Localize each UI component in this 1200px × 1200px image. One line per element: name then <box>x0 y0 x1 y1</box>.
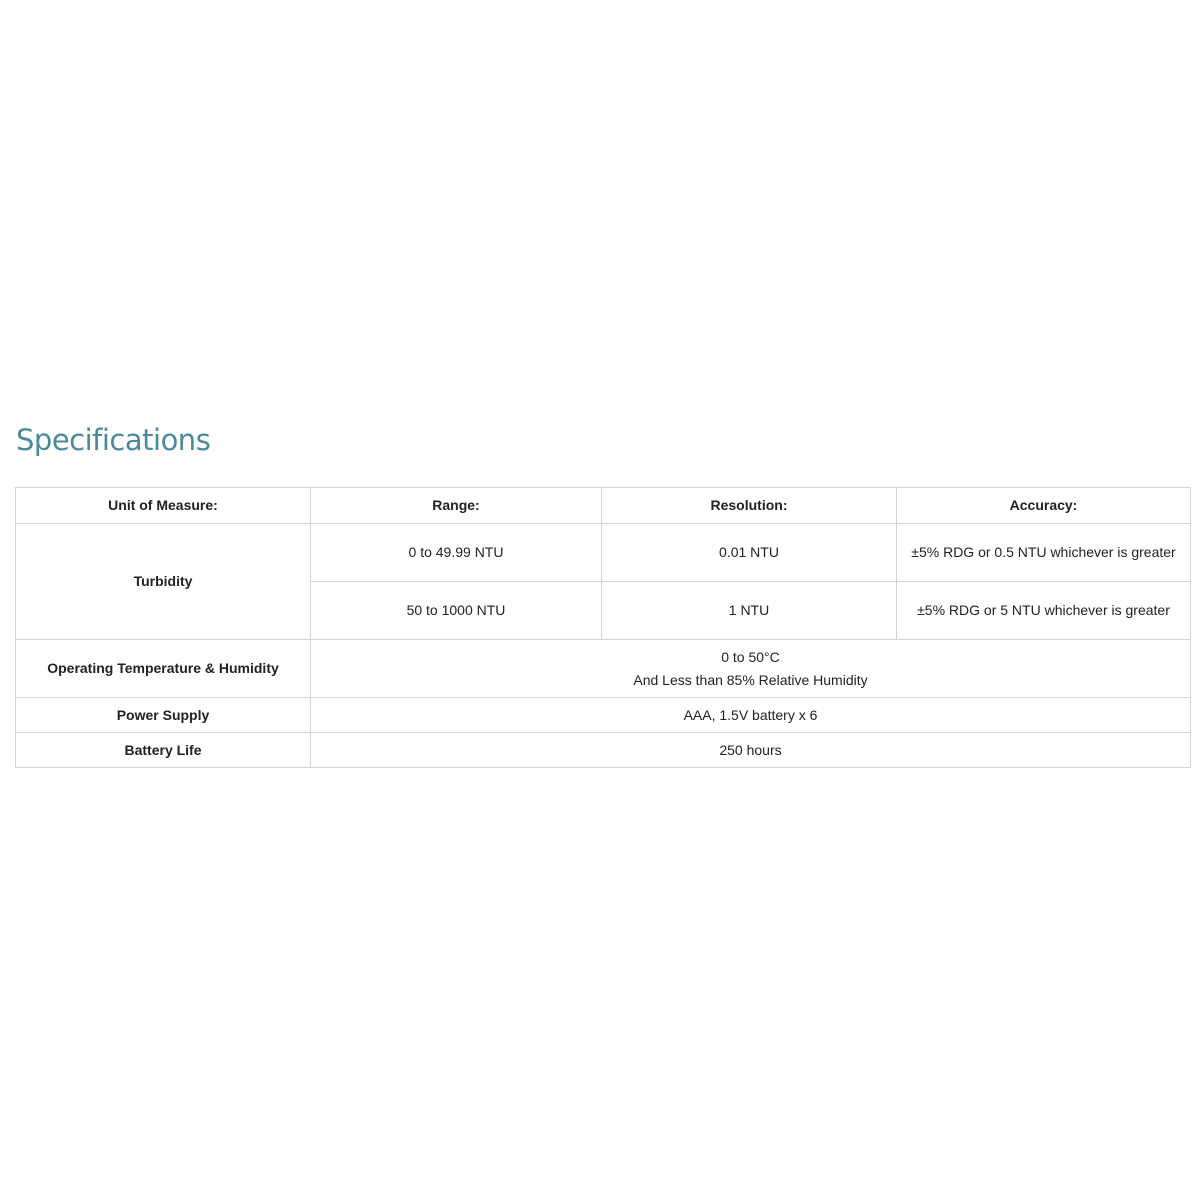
header-unit-of-measure: Unit of Measure: <box>16 488 311 524</box>
table-header-row <box>16 488 1191 524</box>
header-resolution: Resolution: <box>602 488 897 524</box>
turbidity-resolution-cell: 0.01 NTU <box>602 524 897 582</box>
battery-life-value: 250 hours <box>311 733 1191 768</box>
table-row <box>16 640 1191 698</box>
section-title: Specifications <box>16 423 211 457</box>
table-row <box>16 733 1191 768</box>
turbidity-resolution-cell: 1 NTU <box>602 582 897 640</box>
operating-humidity-text: And Less than 85% Relative Humidity <box>633 671 868 688</box>
power-supply-value: AAA, 1.5V battery x 6 <box>311 698 1191 733</box>
turbidity-range-cell: 50 to 1000 NTU <box>311 582 602 640</box>
specifications-table <box>15 487 1191 768</box>
turbidity-accuracy-cell: ±5% RDG or 5 NTU whichever is greater <box>897 582 1191 640</box>
operating-conditions-label: Operating Temperature & Humidity <box>16 640 311 698</box>
turbidity-label: Turbidity <box>16 524 311 640</box>
header-range: Range: <box>311 488 602 524</box>
power-supply-label: Power Supply <box>16 698 311 733</box>
operating-conditions-value <box>311 640 1191 698</box>
header-accuracy: Accuracy: <box>897 488 1191 524</box>
table-row <box>16 524 1191 582</box>
table-row <box>16 698 1191 733</box>
turbidity-range-cell: 0 to 49.99 NTU <box>311 524 602 582</box>
battery-life-label: Battery Life <box>16 733 311 768</box>
turbidity-accuracy-cell: ±5% RDG or 0.5 NTU whichever is greater <box>897 524 1191 582</box>
operating-temperature-text: 0 to 50°C <box>721 648 780 665</box>
